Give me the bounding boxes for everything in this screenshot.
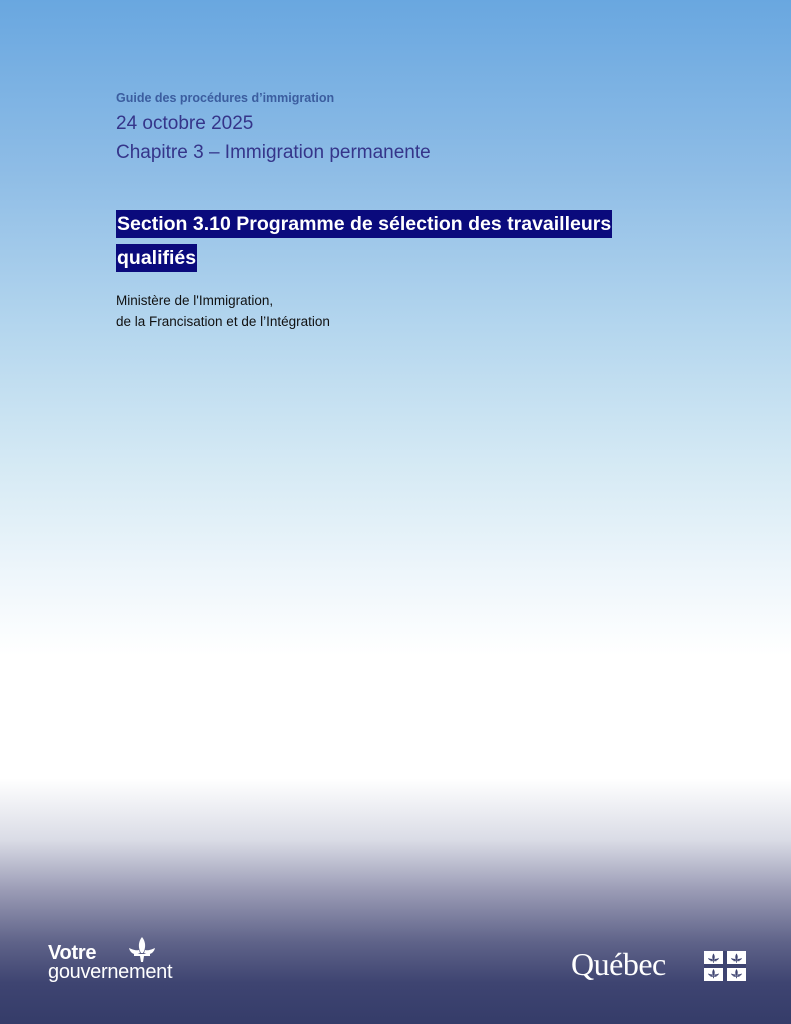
ministry-line-1: Ministère de l'Immigration, <box>116 293 274 308</box>
gouvernement-text: gouvernement <box>48 961 173 983</box>
fleur-de-lis-icon <box>126 936 158 964</box>
quebec-flag-icon <box>704 951 746 981</box>
votre-gouvernement-logo <box>48 936 208 988</box>
votre-text: Votre <box>48 942 97 964</box>
quebec-wordmark: Québec <box>571 946 666 982</box>
section-title <box>116 207 646 275</box>
chapter-title: Chapitre 3 – Immigration permanente <box>116 142 431 163</box>
ministry-name <box>116 290 330 332</box>
section-title-text: Section 3.10 Programme de sélection des travailleurs qualifiés <box>116 210 612 272</box>
guide-label: Guide des procédures d’immigration <box>116 91 335 105</box>
document-date: 24 octobre 2025 <box>116 113 254 134</box>
ministry-line-2: de la Francisation et de l’Intégration <box>116 314 330 329</box>
